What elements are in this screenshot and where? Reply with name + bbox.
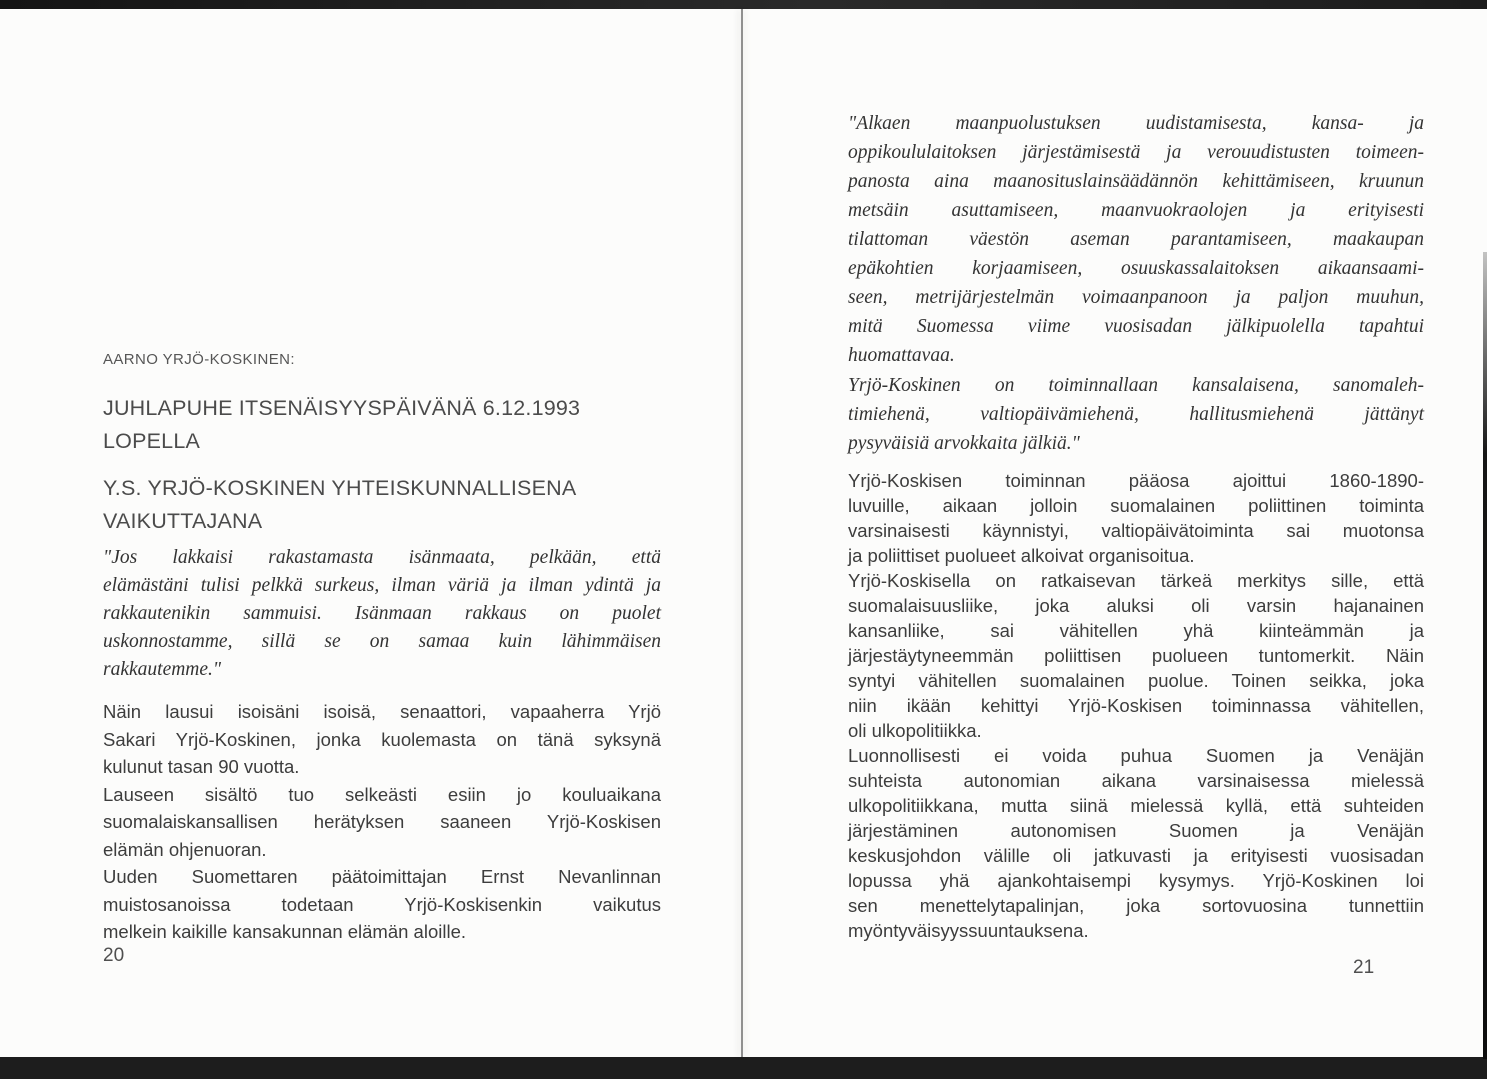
right-page [848, 0, 1424, 1079]
text-line: rakkautenikin sammuisi. Isänmaan rakkaus on puolet [103, 603, 661, 624]
quote-closing-paragraph [848, 371, 1424, 458]
speech-subtitle [103, 472, 661, 538]
left-page [103, 0, 661, 1079]
text-line: oppikoululaitoksen järjestämisestä ja verouudistusten toimeen- [848, 142, 1424, 163]
text-line: ja poliittiset puolueet alkoivat organisoitua. [848, 545, 1195, 566]
text-line: VAIKUTTAJANA [103, 509, 263, 533]
text-line: metsäin asuttamiseen, maanvuokraolojen ja erityisesti [848, 200, 1424, 221]
text-line: kansanliike, sai vähitellen yhä kiinteämmän ja [848, 620, 1424, 641]
continued-quote [848, 109, 1424, 370]
body-paragraph [848, 468, 1424, 568]
text-line: Uuden Suomettaren päätoimittajan Ernst Nevanlinnan [103, 866, 661, 887]
text-line: Yrjö-Koskinen on toiminnallaan kansalaisena, sanomaleh- [848, 375, 1424, 396]
text-line: panosta aina maanosituslainsäädännön kehittämiseen, kruunun [848, 171, 1424, 192]
text-line: elämän ohjenuoran. [103, 838, 267, 860]
text-line: pysyväisiä arvokkaita jälkiä." [848, 433, 1080, 454]
text-line: tilattoman väestön aseman parantamiseen, maakaupan [848, 229, 1424, 250]
page-number-left: 20 [103, 945, 125, 966]
author-header: AARNO YRJÖ-KOSKINEN: [103, 351, 295, 368]
text-line: niin ikään kehittyi Yrjö-Koskisen toiminnassa vähitellen, [848, 695, 1424, 716]
text-line: myöntyväisyyssuuntauksena. [848, 920, 1089, 941]
text-line: sen menettelytapalinjan, joka sortovuosina tunnettiin [848, 895, 1424, 916]
text-line: keskusjohdon välille oli jatkuvasti ja erityisesti vuosisadan [848, 845, 1424, 866]
text-line: Sakari Yrjö-Koskinen, jonka kuolemasta on tänä syksynä [103, 728, 661, 750]
opening-quote [103, 544, 661, 684]
body-paragraph [103, 863, 661, 946]
body-paragraph [848, 743, 1424, 943]
text-line: "Alkaen maanpuolustuksen uudistamisesta, kansa- ja [848, 113, 1424, 134]
text-line: mitä Suomessa viime vuosisadan jälkipuolella tapahtui [848, 316, 1424, 337]
scan-right-edge-shadow [1483, 252, 1487, 1059]
text-line: järjestäminen autonomisen Suomen ja Venäjän [848, 820, 1424, 841]
text-line: varsinaisesti käynnistyi, valtiopäivätoiminta sai muotonsa [848, 520, 1424, 541]
text-line: rakkautemme." [103, 659, 222, 680]
text-line: elämästäni tulisi pelkkä surkeus, ilman väriä ja ilman ydintä ja [103, 575, 661, 596]
speech-title [103, 392, 661, 458]
body-paragraph [848, 568, 1424, 743]
text-line: LOPELLA [103, 429, 201, 453]
text-line: "Jos lakkaisi rakastamasta isänmaata, pelkään, että [103, 547, 661, 568]
text-line: suomalaiskansallisen herätyksen saaneen Yrjö-Koskisen [103, 811, 661, 832]
text-line: seen, metrijärjestelmän voimaanpanoon ja paljon muuhun, [848, 287, 1424, 308]
text-line: luvuille, aikaan jolloin suomalainen poliittinen toiminta [848, 495, 1424, 516]
book-gutter-fold [741, 9, 743, 1057]
text-line: muistosanoissa todetaan Yrjö-Koskisenkin vaikutus [103, 893, 661, 915]
text-line: Yrjö-Koskisella on ratkaisevan tärkeä merkitys sille, että [848, 570, 1424, 591]
text-line: ulkopolitiikkana, mutta siinä mielessä kyllä, että suhteiden [848, 795, 1424, 816]
text-line: lopussa yhä ajankohtaisempi kysymys. Yrjö-Koskinen loi [848, 870, 1424, 891]
text-line: huomattavaa. [848, 345, 955, 366]
text-line: JUHLAPUHE ITSENÄISYYSPÄIVÄNÄ 6.12.1993 [103, 396, 581, 420]
text-line: epäkohtien korjaamiseen, osuuskassalaitoksen aikaansaami- [848, 258, 1424, 279]
page-number-right: 21 [1353, 957, 1375, 978]
text-line: Lauseen sisältö tuo selkeästi esiin jo kouluaikana [103, 783, 661, 805]
text-line: Y.S. YRJÖ-KOSKINEN YHTEISKUNNALLISENA [103, 476, 577, 500]
text-line: Näin lausui isoisäni isoisä, senaattori, vapaaherra Yrjö [103, 701, 661, 722]
text-line: uskonnostamme, sillä se on samaa kuin lähimmäisen [103, 631, 661, 652]
text-line: oli ulkopolitiikka. [848, 720, 982, 741]
text-line: suhteista autonomian aikana varsinaisessa mielessä [848, 770, 1424, 791]
right-page-body [848, 468, 1424, 943]
text-line: syntyi vähitellen suomalainen puolue. Toinen seikka, joka [848, 670, 1424, 691]
body-paragraph [103, 781, 661, 864]
body-paragraph [103, 698, 661, 781]
text-line: melkein kaikille kansakunnan elämän aloille. [103, 921, 467, 942]
text-line: järjestäytyneemmän poliittisen puolueen tuntomerkit. Näin [848, 645, 1424, 666]
text-line: timiehenä, valtiopäivämiehenä, hallitusmiehenä jättänyt [848, 404, 1424, 425]
text-line: suomalaisuusliike, joka aluksi oli varsin hajanainen [848, 595, 1424, 616]
text-line: Luonnollisesti ei voida puhua Suomen ja Venäjän [848, 745, 1424, 766]
text-line: kulunut tasan 90 vuotta. [103, 756, 300, 777]
text-line: Yrjö-Koskisen toiminnan pääosa ajoittui 1860-1890- [848, 470, 1424, 491]
left-page-body [103, 698, 661, 946]
